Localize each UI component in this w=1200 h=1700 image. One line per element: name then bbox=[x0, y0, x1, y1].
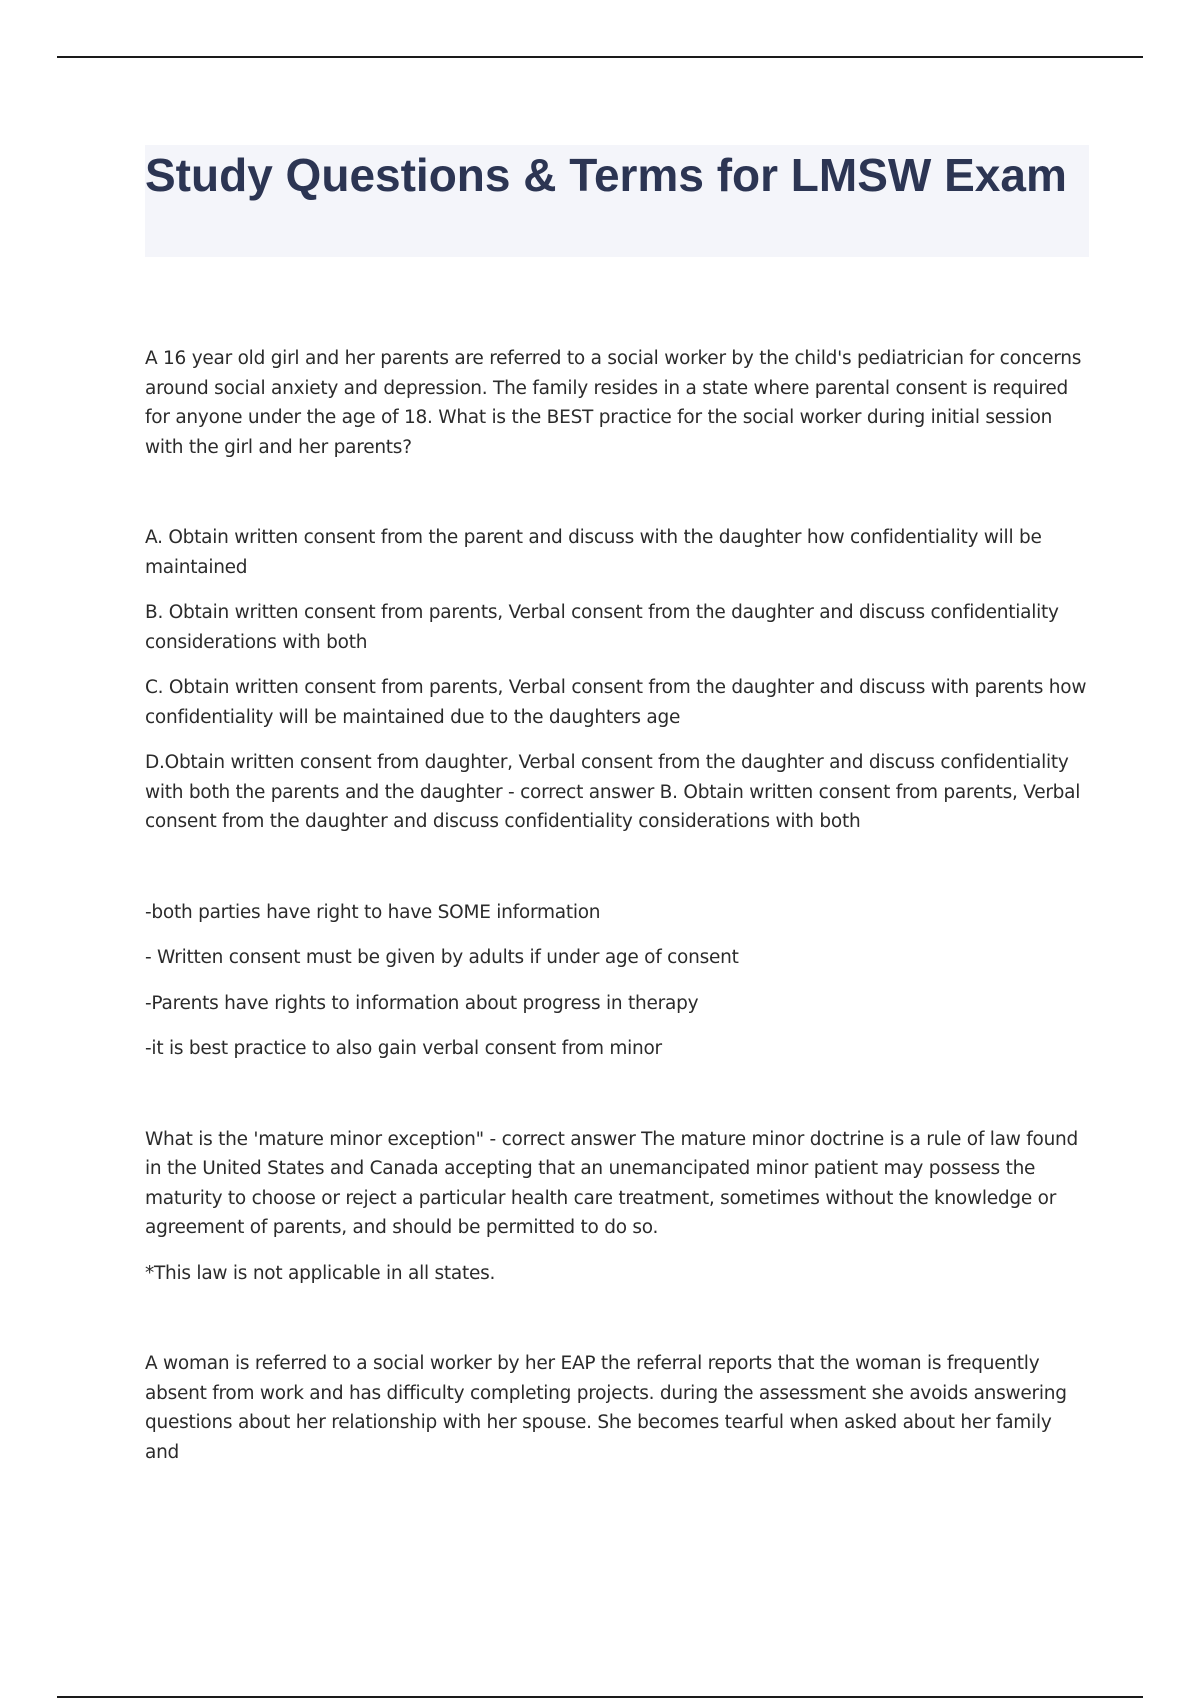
note-item: - Written consent must be given by adults if under age of consent bbox=[145, 947, 739, 968]
question-1-option-b: B. Obtain written consent from parents, Verbal consent from the daughter and discuss confidentiality considerations with both bbox=[145, 602, 1059, 653]
footer-rule bbox=[57, 1696, 1143, 1698]
question-2-note: *This law is not applicable in all states. bbox=[145, 1262, 496, 1284]
header-rule bbox=[57, 56, 1143, 58]
question-1-option-c: C. Obtain written consent from parents, Verbal consent from the daughter and discuss with parents how confidentiality will be maintained due to the daughters age bbox=[145, 677, 1087, 728]
question-1-option-d: D.Obtain written consent from daughter, Verbal consent from the daughter and discuss confidentiality with both the parents and the daughter - correct answer B. Obtain written consent from parents, Verbal consent from the daughter and discuss confidentiality considerations with both bbox=[145, 752, 1081, 832]
page-title: Study Questions & Terms for LMSW Exam bbox=[145, 149, 1067, 201]
title-banner bbox=[145, 145, 1089, 257]
question-1-option-a: A. Obtain written consent from the parent and discuss with the daughter how confidentiality will be maintained bbox=[145, 527, 1042, 578]
question-3-stem: A woman is referred to a social worker by her EAP the referral reports that the woman is frequently absent from work and has difficulty completing projects. during the assessment she avoids answering questions about her relationship with her spouse. She becomes tearful when asked about her family and bbox=[145, 1353, 1067, 1463]
document-body bbox=[145, 344, 1090, 1467]
question-2-text: What is the 'mature minor exception" - correct answer The mature minor doctrine is a rule of law found in the United States and Canada accepting that an unemancipated minor patient may possess the maturity to choose or reject a particular health care treatment, sometimes without the knowledge or agreement of parents, and should be permitted to do so. bbox=[145, 1128, 1079, 1238]
question-1-stem: A 16 year old girl and her parents are referred to a social worker by the child's pediatrician for concerns around social anxiety and depression. The family resides in a state where parental consent is required for anyone under the age of 18. What is the BEST practice for the social worker during initial session with the girl and her parents? bbox=[145, 348, 1082, 458]
note-item: -Parents have rights to information about progress in therapy bbox=[145, 992, 699, 1014]
note-item: -both parties have right to have SOME information bbox=[145, 901, 601, 923]
note-item: -it is best practice to also gain verbal consent from minor bbox=[145, 1038, 662, 1059]
